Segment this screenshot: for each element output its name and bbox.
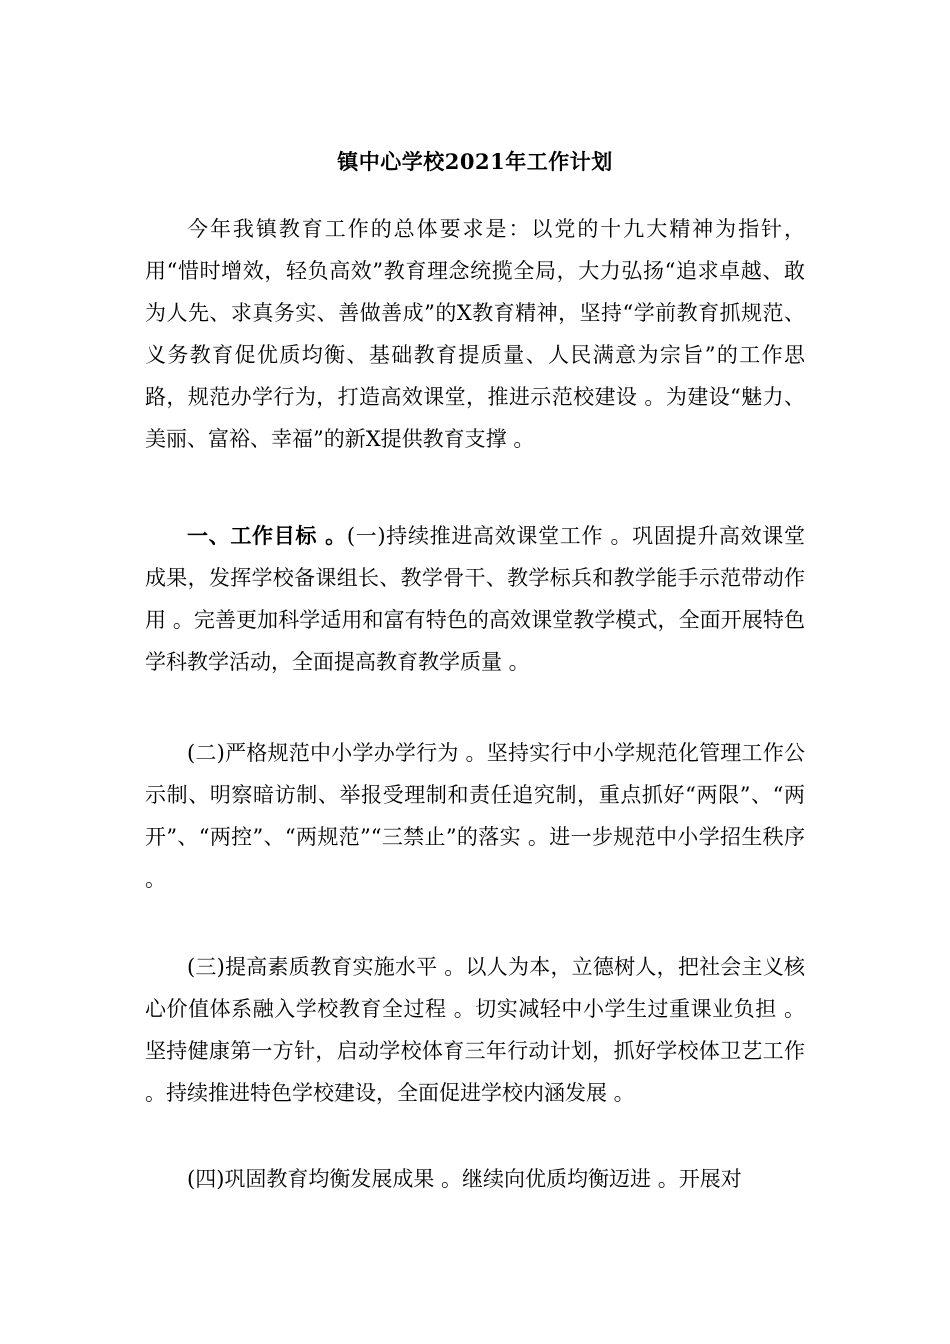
paragraph-goals bbox=[145, 515, 805, 683]
paragraph-text: (三)提高素质教育实施水平 。以人为本，立德树人，把社会主义核心价值体系融入学校教育全过程 。切实减轻中小学生过重课业负担 。坚持健康第一方针，启动学校体育三年行动计划，抓好学校体卫艺工作 。持续推进特色学校建设，全面促进学校内涵发展 。 bbox=[145, 955, 805, 1105]
paragraph-text: (一)持续推进高效课堂工作 。巩固提升高效课堂成果，发挥学校备课组长、教学骨干、教学标兵和教学能手示范带动作用 。完善更加科学适用和富有特色的高效课堂教学模式，全面开展特色学科教学活动，全面提高教育教学质量 。 bbox=[145, 524, 805, 674]
paragraph-text: (四)巩固教育均衡发展成果 。继续向优质均衡迈进 。开展对 bbox=[187, 1167, 742, 1191]
paragraph-text: 今年我镇教育工作的总体要求是：以党的十九大精神为指针，用“惜时增效，轻负高效”教育理念统揽全局，大力弘扬“追求卓越、敢为人先、求真务实、善做善成”的X教育精神，坚持“学前教育抓规范、义务教育促优质均衡、基础教育提质量、人民满意为宗旨”的工作思路，规范办学行为，打造高效课堂，推进示范校建设 。为建设“魅力、美丽、富裕、幸福”的新X提供教育支撑 。 bbox=[145, 217, 805, 451]
paragraph-item-4 bbox=[145, 1158, 805, 1200]
document-title: 镇中心学校2021年工作计划 bbox=[337, 149, 613, 174]
section-heading: 一、工作目标 。 bbox=[187, 523, 347, 548]
paragraph-text: (二)严格规范中小学办学行为 。坚持实行中小学规范化管理工作公示制、明察暗访制、举报受理制和责任追究制，重点抓好“两限”、“两开”、“两控”、“两规范”“三禁止”的落实 。进一步规范中小学招生秩序 。 bbox=[145, 741, 805, 891]
paragraph-item-3 bbox=[145, 946, 805, 1114]
paragraph-item-2 bbox=[145, 732, 805, 900]
paragraph-intro bbox=[145, 208, 805, 460]
